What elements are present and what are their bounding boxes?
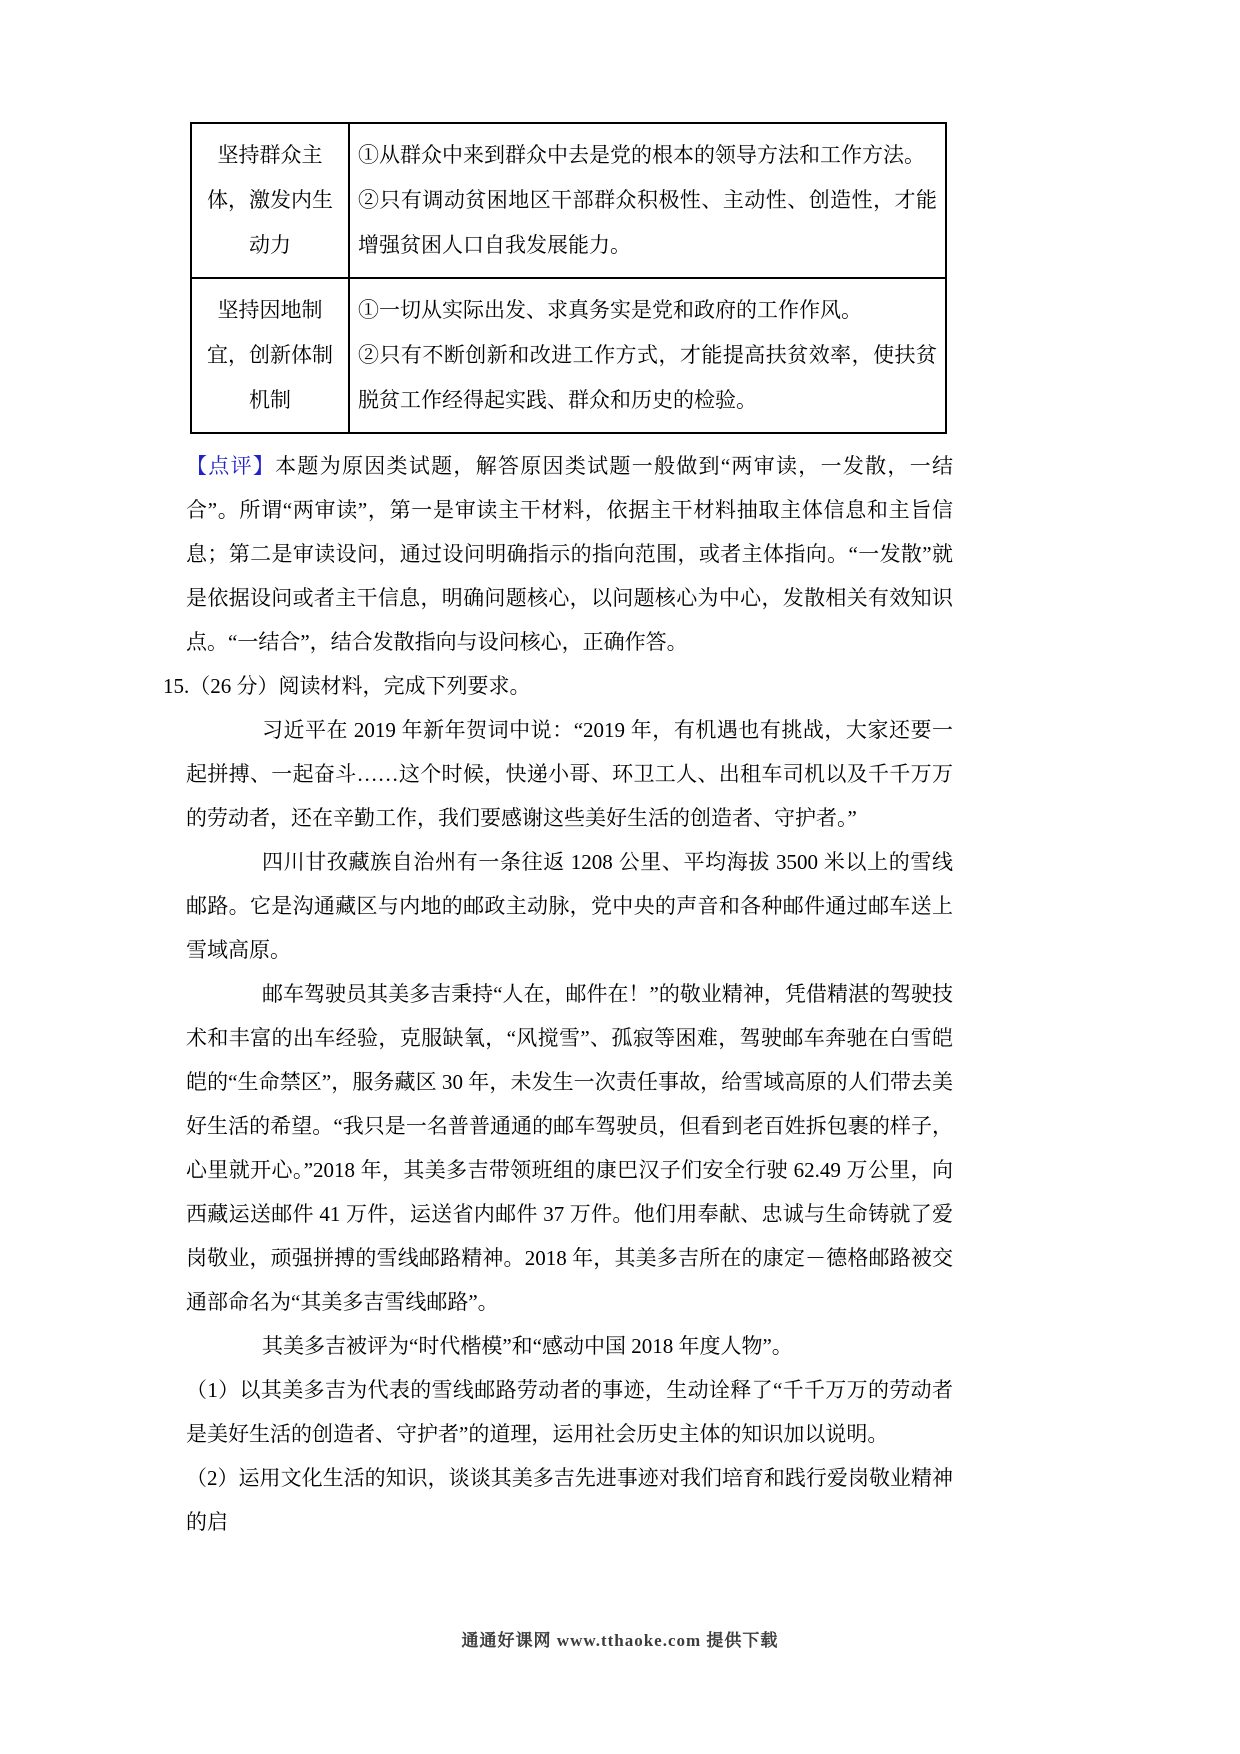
comment-tag: 【点评】 bbox=[186, 454, 276, 478]
subquestion-2: （2）运用文化生活的知识，谈谈其美多吉先进事迹对我们培育和践行爱岗敬业精神的启 bbox=[186, 1466, 953, 1534]
subquestion-1: （1）以其美多吉为代表的雪线邮路劳动者的事迹，生动诠释了“千千万万的劳动者是美好生活的创造者、守护者”的道理，运用社会历史主体的知识加以说明。 bbox=[186, 1378, 953, 1446]
table-row-1-label: 坚持群众主体，激发内生动力 bbox=[191, 123, 349, 278]
reason-table bbox=[190, 122, 947, 434]
table-row-2 bbox=[191, 278, 946, 433]
comment-paragraph bbox=[186, 444, 953, 664]
table-row-1-point-2: ②只有调动贫困地区干部群众积极性、主动性、创造性，才能增强贫困人口自我发展能力。 bbox=[358, 188, 937, 257]
footer-text: 通通好课网 www.tthaoke.com 提供下载 bbox=[461, 1631, 779, 1650]
table-row-1 bbox=[191, 123, 946, 278]
table-row-2-points bbox=[349, 278, 946, 433]
comment-text: 本题为原因类试题，解答原因类试题一般做到“两审读，一发散，一结合”。所谓“两审读”，第一是审读主干材料，依据主干材料抽取主体信息和主旨信息；第二是审读设问，通过设问明确指示的指向范围，或者主体指向。“一发散”就是依据设问或者主干信息，明确问题核心，以问题核心为中心，发散相关有效知识点。“一结合”，结合发散指向与设问核心，正确作答。 bbox=[186, 454, 953, 654]
table-row-2-point-1: ①一切从实际出发、求真务实是党和政府的工作作风。 bbox=[358, 298, 862, 322]
table-row-2-label: 坚持因地制宜，创新体制机制 bbox=[191, 278, 349, 433]
material-paragraph-2: 四川甘孜藏族自治州有一条往返 1208 公里、平均海拔 3500 米以上的雪线邮路。它是沟通藏区与内地的邮政主动脉，党中央的声音和各种邮件通过邮车送上雪域高原。 bbox=[186, 850, 953, 962]
table-row-1-points bbox=[349, 123, 946, 278]
question-15-heading: 15.（26 分）阅读材料，完成下列要求。 bbox=[163, 674, 531, 698]
page-footer bbox=[0, 1626, 1240, 1651]
document-content bbox=[163, 122, 953, 1544]
table-row-1-point-1: ①从群众中来到群众中去是党的根本的领导方法和工作方法。 bbox=[358, 143, 925, 167]
table-row-2-point-2: ②只有不断创新和改进工作方式，才能提高扶贫效率，使扶贫脱贫工作经得起实践、群众和历史的检验。 bbox=[358, 343, 937, 412]
material-paragraph-4: 其美多吉被评为“时代楷模”和“感动中国 2018 年度人物”。 bbox=[262, 1334, 793, 1358]
material-paragraph-3: 邮车驾驶员其美多吉秉持“人在，邮件在！”的敬业精神，凭借精湛的驾驶技术和丰富的出车经验，克服缺氧，“风搅雪”、孤寂等困难，驾驶邮车奔驰在白雪皑皑的“生命禁区”，服务藏区 30 年，未发生一次责任事故，给雪域高原的人们带去美好生活的希望。“我只是一名普普通通的邮车驾驶员，但看到老百姓拆包裹的样子，心里就开心。”2018 年，其美多吉带领班组的康巴汉子们安全行驶 62.49 万公里，向西藏运送邮件 41 万件，运送省内邮件 37 万件。他们用奉献、忠诚与生命铸就了爱岗敬业，顽强拼搏的雪线邮路精神。2018 年，其美多吉所在的康定－德格邮路被交通部命名为“其美多吉雪线邮路”。 bbox=[186, 982, 953, 1314]
material-paragraph-1: 习近平在 2019 年新年贺词中说：“2019 年，有机遇也有挑战，大家还要一起拼搏、一起奋斗……这个时候，快递小哥、环卫工人、出租车司机以及千千万万的劳动者，还在辛勤工作，我们要感谢这些美好生活的创造者、守护者。” bbox=[186, 718, 953, 830]
